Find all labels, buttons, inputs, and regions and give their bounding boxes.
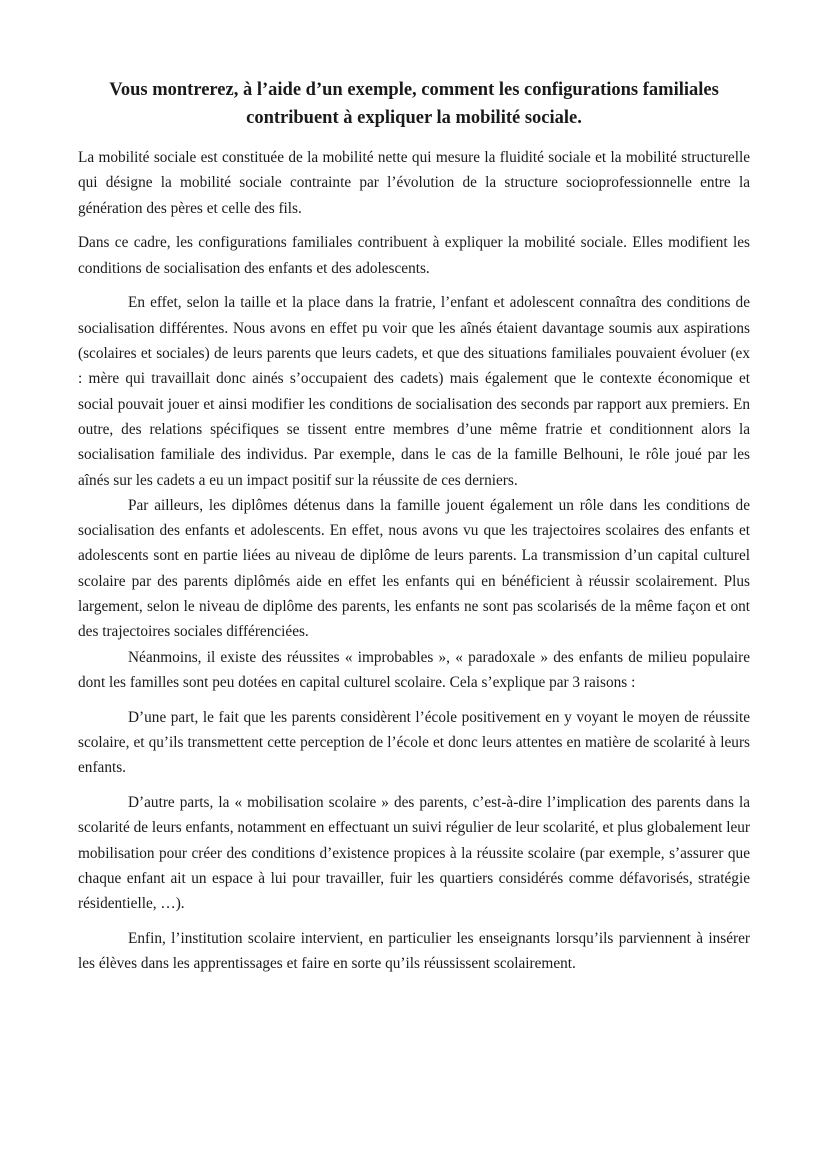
paragraph-siblings: En effet, selon la taille et la place dans la fratrie, l’enfant et adolescent connaîtra des conditions de socialisation différentes. Nous avons en effet pu voir que les aînés étaient davantage soumis aux aspirations (scolaires et sociales) de leurs parents que leurs cadets, et que des situations familiales pouvaient évoluer (ex : mère qui travaillait donc ainés s’occupaient des cadets) mais également que le contexte économique et social pouvait jouer et ainsi modifier les conditions de socialisation des seconds par rapport aux premiers. En outre, des relations spécifiques se tissent entre membres d’une même fratrie et conditionnent alors la socialisation familiale des individus. Par exemple, dans le cas de la famille Belhouni, le rôle joué par les aînés sur les cadets a eu un impact positif sur la réussite de ces derniers.	[78, 294, 750, 489]
paragraph-improbable-success: Néanmoins, il existe des réussites « improbables », « paradoxale » des enfants de milieu populaire dont les familles sont peu dotées en capital culturel scolaire. Cela s’explique par 3 raisons :	[78, 648, 750, 691]
paragraph-framework: Dans ce cadre, les configurations familiales contribuent à expliquer la mobilité sociale. Elles modifient les conditions de socialisation des enfants et des adolescents.	[78, 234, 750, 277]
paragraph-reason-3: Enfin, l’institution scolaire intervient, en particulier les enseignants lorsqu’ils parviennent à insérer les élèves dans les apprentissages et faire en sorte qu’ils réussissent scolairement.	[78, 930, 750, 973]
paragraph-definition: La mobilité sociale est constituée de la mobilité nette qui mesure la fluidité sociale et la mobilité structurelle qui désigne la mobilité sociale contrainte par l’évolution de la structure socioprofessionnelle entre la génération des pères et celle des fils.	[78, 149, 750, 217]
paragraph-diplomas: Par ailleurs, les diplômes détenus dans la famille jouent également un rôle dans les conditions de socialisation des enfants et adolescents. En effet, nous avons vu que les trajectoires scolaires des enfants et adolescents sont en partie liées au niveau de diplôme de leurs parents. La transmission d’un capital culturel scolaire par des parents diplômés aide en effet les enfants qui en bénéficient à réussir scolairement. Plus largement, selon le niveau de diplôme des parents, les enfants ne sont pas scolarisés de la même façon et ont des trajectoires sociales différenciées.	[78, 496, 750, 641]
document-body	[78, 145, 750, 977]
document-title: Vous montrerez, à l’aide d’un exemple, comment les configurations familiales contribuent à expliquer la mobilité sociale.	[109, 80, 719, 128]
paragraph-reason-2: D’autre parts, la « mobilisation scolaire » des parents, c’est-à-dire l’implication des parents dans la scolarité de leurs enfants, notamment en effectuant un suivi régulier de leur scolarité, et plus globalement leur mobilisation pour créer des conditions d’existence propices à la réussite scolaire (par exemple, s’assurer que chaque enfant ait un espace à lui pour travailler, fuir les quartiers considérés comme défavorisés, stratégie résidentielle, …).	[78, 794, 750, 913]
paragraph-reason-1: D’une part, le fait que les parents considèrent l’école positivement en y voyant le moyen de réussite scolaire, et qu’ils transmettent cette perception de l’école et donc leurs attentes en matière de scolarité à leurs enfants.	[78, 708, 750, 777]
